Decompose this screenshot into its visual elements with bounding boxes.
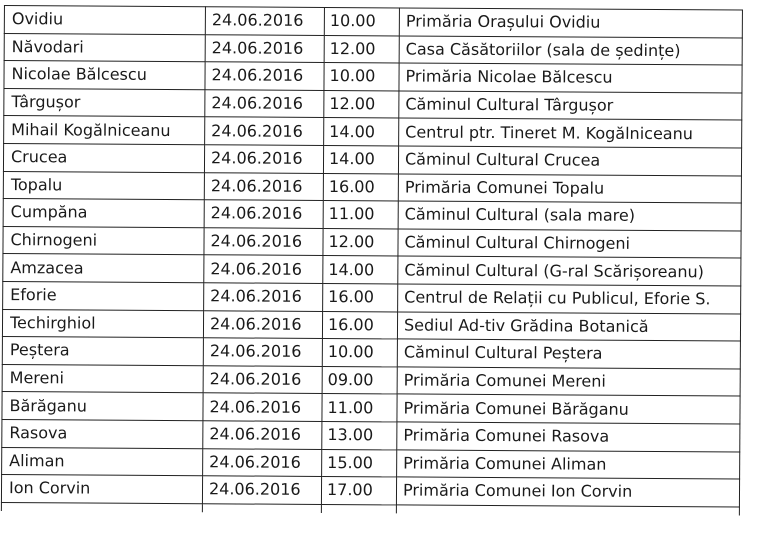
time-cell: 15.00 bbox=[322, 449, 397, 477]
time-cell: 12.00 bbox=[323, 228, 398, 256]
date-cell: 24.06.2016 bbox=[203, 338, 322, 366]
time-cell: 12.00 bbox=[324, 90, 399, 118]
time-cell: 14.00 bbox=[323, 145, 398, 173]
venue-cell: Primăria Comunei Bărăganu bbox=[397, 394, 740, 424]
date-cell: 24.06.2016 bbox=[203, 393, 322, 421]
locality-cell: Crucea bbox=[3, 143, 204, 172]
time-cell: 13.00 bbox=[322, 421, 397, 449]
locality-cell: Ovidiu bbox=[4, 6, 205, 35]
venue-cell: Primăria Nicolae Bălcescu bbox=[399, 63, 742, 93]
locality-cell: Peștera bbox=[2, 337, 203, 366]
locality-cell: Bărăganu bbox=[2, 392, 203, 421]
date-cell: 24.06.2016 bbox=[205, 7, 324, 35]
venue-cell: Căminul Cultural (sala mare) bbox=[398, 201, 741, 231]
venue-cell: Căminul Cultural Peștera bbox=[397, 339, 740, 369]
date-cell: 24.06.2016 bbox=[204, 200, 323, 228]
date-cell: 24.06.2016 bbox=[205, 62, 324, 90]
time-cell: 14.00 bbox=[323, 256, 398, 284]
venue-cell: Centrul ptr. Tineret M. Kogălniceanu bbox=[399, 118, 742, 148]
empty-cell bbox=[202, 503, 321, 512]
time-cell: 10.00 bbox=[322, 339, 397, 367]
venue-cell: Sediul Ad-tiv Grădina Botanică bbox=[397, 311, 740, 341]
time-cell: 16.00 bbox=[323, 283, 398, 311]
time-cell: 17.00 bbox=[321, 477, 396, 505]
time-cell: 11.00 bbox=[323, 201, 398, 229]
venue-cell: Primăria Comunei Ion Corvin bbox=[396, 477, 739, 507]
date-cell: 24.06.2016 bbox=[205, 34, 324, 62]
locality-cell: Techirghiol bbox=[2, 309, 203, 338]
venue-cell: Primăria Orașului Ovidiu bbox=[399, 8, 742, 38]
locality-cell: Cumpăna bbox=[3, 199, 204, 228]
locality-cell: Chirnogeni bbox=[3, 226, 204, 255]
empty-cell bbox=[396, 505, 739, 516]
date-cell: 24.06.2016 bbox=[203, 421, 322, 449]
venue-cell: Casa Căsătoriilor (sala de ședințe) bbox=[399, 36, 742, 66]
date-cell: 24.06.2016 bbox=[204, 172, 323, 200]
date-cell: 24.06.2016 bbox=[205, 117, 324, 145]
date-cell: 24.06.2016 bbox=[203, 448, 322, 476]
time-cell: 16.00 bbox=[322, 311, 397, 339]
date-cell: 24.06.2016 bbox=[204, 145, 323, 173]
venue-cell: Căminul Cultural (G-ral Scărișoreanu) bbox=[398, 256, 741, 286]
venue-cell: Primăria Comunei Mereni bbox=[397, 367, 740, 397]
table-row bbox=[4, 61, 742, 93]
locality-cell: Topalu bbox=[3, 171, 204, 200]
time-cell: 10.00 bbox=[324, 7, 399, 35]
empty-cell bbox=[1, 502, 202, 512]
locality-cell: Amzacea bbox=[3, 254, 204, 283]
locality-cell: Mereni bbox=[2, 364, 203, 393]
venue-cell: Căminul Cultural Crucea bbox=[398, 146, 741, 176]
venue-cell: Primăria Comunei Aliman bbox=[397, 449, 740, 479]
time-cell: 09.00 bbox=[322, 366, 397, 394]
locality-cell: Ion Corvin bbox=[1, 475, 202, 504]
date-cell: 24.06.2016 bbox=[203, 365, 322, 393]
time-cell: 14.00 bbox=[324, 118, 399, 146]
time-cell: 11.00 bbox=[322, 394, 397, 422]
venue-cell: Căminul Cultural Târgușor bbox=[399, 91, 742, 121]
locality-cell: Nicolae Bălcescu bbox=[4, 61, 205, 90]
locality-cell: Năvodari bbox=[4, 33, 205, 62]
venue-cell: Centrul de Relații cu Publicul, Eforie S. bbox=[398, 284, 741, 314]
date-cell: 24.06.2016 bbox=[204, 283, 323, 311]
locality-cell: Târgușor bbox=[4, 88, 205, 117]
locality-cell: Aliman bbox=[2, 447, 203, 476]
date-cell: 24.06.2016 bbox=[202, 476, 321, 504]
date-cell: 24.06.2016 bbox=[204, 255, 323, 283]
date-cell: 24.06.2016 bbox=[204, 228, 323, 256]
time-cell: 10.00 bbox=[324, 63, 399, 91]
schedule-table bbox=[1, 5, 743, 515]
schedule-table-body bbox=[1, 6, 742, 516]
venue-cell: Căminul Cultural Chirnogeni bbox=[398, 229, 741, 259]
date-cell: 24.06.2016 bbox=[205, 90, 324, 118]
locality-cell: Mihail Kogălniceanu bbox=[4, 116, 205, 145]
table-row bbox=[4, 116, 742, 148]
locality-cell: Eforie bbox=[3, 281, 204, 310]
empty-cell bbox=[321, 504, 396, 513]
venue-cell: Primăria Comunei Rasova bbox=[397, 422, 740, 452]
locality-cell: Rasova bbox=[2, 419, 203, 448]
time-cell: 12.00 bbox=[324, 35, 399, 63]
time-cell: 16.00 bbox=[323, 173, 398, 201]
date-cell: 24.06.2016 bbox=[203, 310, 322, 338]
venue-cell: Primăria Comunei Topalu bbox=[398, 173, 741, 203]
